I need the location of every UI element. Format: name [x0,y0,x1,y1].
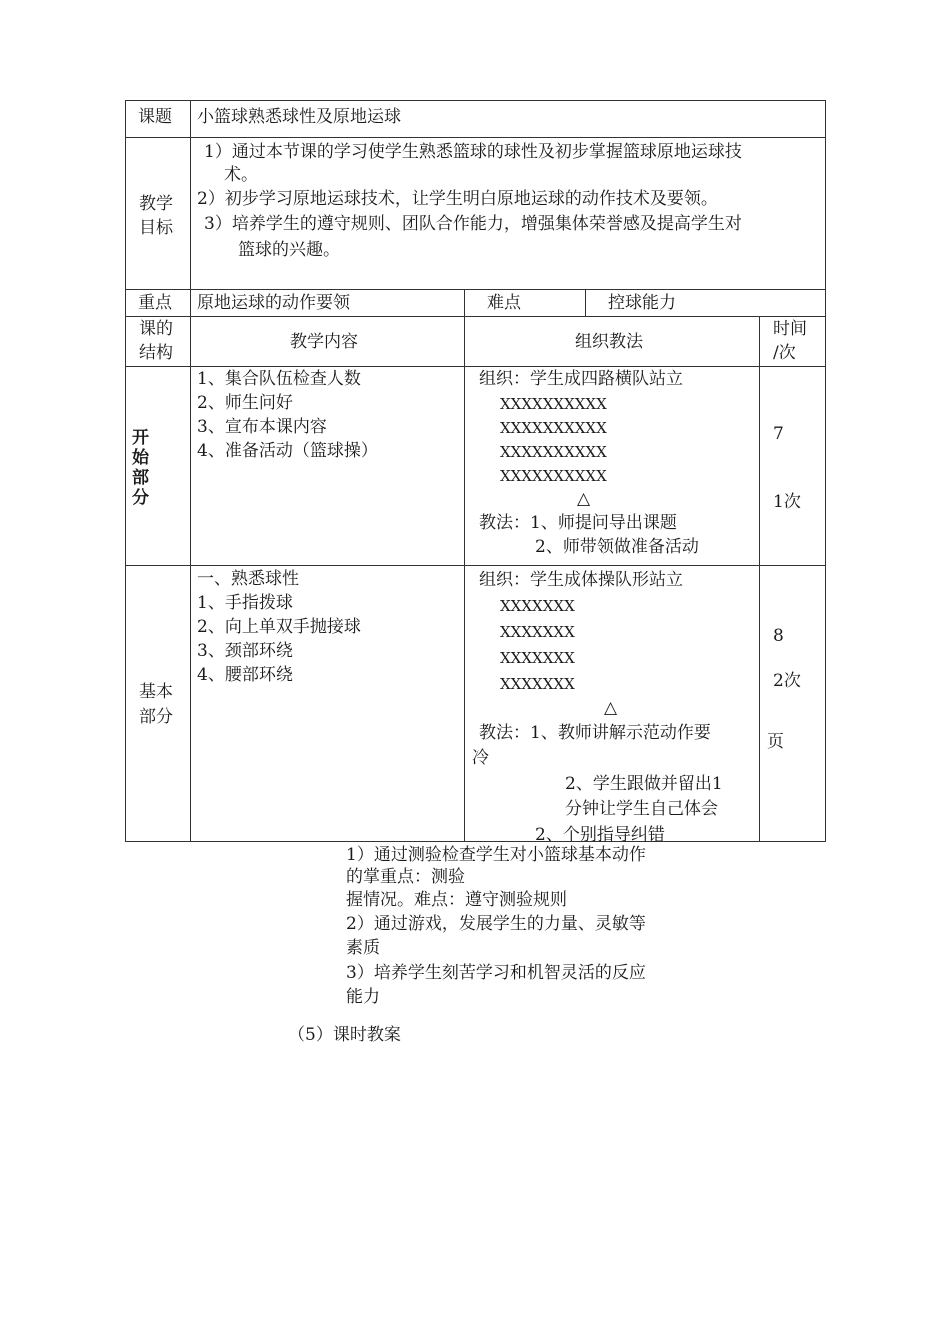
section1-org: 组织：学生成四路横队站立 [479,369,683,389]
section1-formation-row: XXXXXXXXXX [500,395,607,413]
section2-time: 8 [773,626,784,646]
section1-formation-row: XXXXXXXXXX [500,419,607,437]
difficulty-value: 控球能力 [608,293,676,313]
section2-method-2b: 分钟让学生自己体会 [565,799,718,819]
section2-content-item: 3、颈部环绕 [197,641,293,661]
goal-line: 2）初步学习原地运球技术，让学生明白原地运球的动作技术及要领。 [197,189,718,209]
key-point-label: 重点 [138,293,172,313]
topic-value: 小篮球熟悉球性及原地运球 [197,107,401,127]
section1-label-1: 开 [132,428,149,448]
section2-formation-row: XXXXXXX [500,623,575,641]
section1-content-item: 4、准备活动（篮球操） [197,441,378,461]
section1-count: 1次 [773,492,801,512]
section1-time: 7 [773,424,784,444]
header-content: 教学内容 [290,332,358,352]
section2-method-3: 2、个别指导纠错 [535,825,665,845]
header-time-1: 时间 [773,319,807,339]
section1-formation-row: XXXXXXXXXX [500,467,607,485]
section1-content-item: 3、宣布本课内容 [197,417,327,437]
header-structure-1: 课的 [139,319,173,339]
goal-line: 篮球的兴趣。 [238,240,340,260]
goals-label-2: 目标 [139,218,173,238]
section1-content-item: 2、师生问好 [197,393,293,413]
section1-label-2: 始 [132,448,149,468]
section2-page: 页 [767,732,784,752]
header-method: 组织教法 [575,332,643,352]
section-footer-title: （5）课时教案 [288,1025,401,1045]
section1-content-item: 1、集合队伍检查人数 [197,369,361,389]
topic-label: 课题 [138,107,172,127]
note-line: 握情况。难点：遵守测验规则 [346,890,567,910]
goal-line: 术。 [224,165,258,185]
note-line: 3）培养学生刻苦学习和机智灵活的反应 [346,963,646,983]
difficulty-label: 难点 [487,293,521,313]
section1-label-3: 部 [132,468,149,488]
note-line: 的掌重点：测验 [346,867,465,887]
header-structure-2: 结构 [139,343,173,363]
note-line: 素质 [346,938,380,958]
section2-method-1: 教法：1、教师讲解示范动作要 [479,723,711,743]
section2-formation-row: XXXXXXX [500,597,575,615]
section2-method-2a: 2、学生跟做并留出1 [565,774,723,794]
section1-label-4: 分 [132,488,149,508]
section2-label-2: 部分 [139,707,173,727]
teacher-triangle-icon: △ [604,698,618,718]
section2-content-item: 2、向上单双手抛接球 [197,617,361,637]
note-line: 能力 [346,987,380,1007]
section2-method-1b: 冷 [472,748,489,768]
section2-content-item: 一、熟悉球性 [197,569,299,589]
section1-formation-row: XXXXXXXXXX [500,443,607,461]
note-line: 1）通过测验检查学生对小篮球基本动作 [346,845,646,865]
section2-org: 组织：学生成体操队形站立 [479,570,683,590]
section2-formation-row: XXXXXXX [500,675,575,693]
section2-count: 2次 [773,671,801,691]
section1-method-1: 教法：1、师提问导出课题 [479,513,677,533]
key-point-value: 原地运球的动作要领 [197,293,350,313]
goal-line: 1）通过本节课的学习使学生熟悉篮球的球性及初步掌握篮球原地运球技 [204,142,742,162]
section2-formation-row: XXXXXXX [500,649,575,667]
section1-method-2: 2、师带领做准备活动 [535,537,699,557]
note-line: 2）通过游戏，发展学生的力量、灵敏等 [346,914,646,934]
teacher-triangle-icon: △ [577,489,591,509]
header-time-2: /次 [773,343,796,363]
section2-label-1: 基本 [139,682,173,702]
section2-content-item: 4、腰部环绕 [197,665,293,685]
section2-content-item: 1、手指拨球 [197,593,293,613]
goal-line: 3）培养学生的遵守规则、团队合作能力，增强集体荣誉感及提高学生对 [204,214,742,234]
goals-label-1: 教学 [139,194,173,214]
